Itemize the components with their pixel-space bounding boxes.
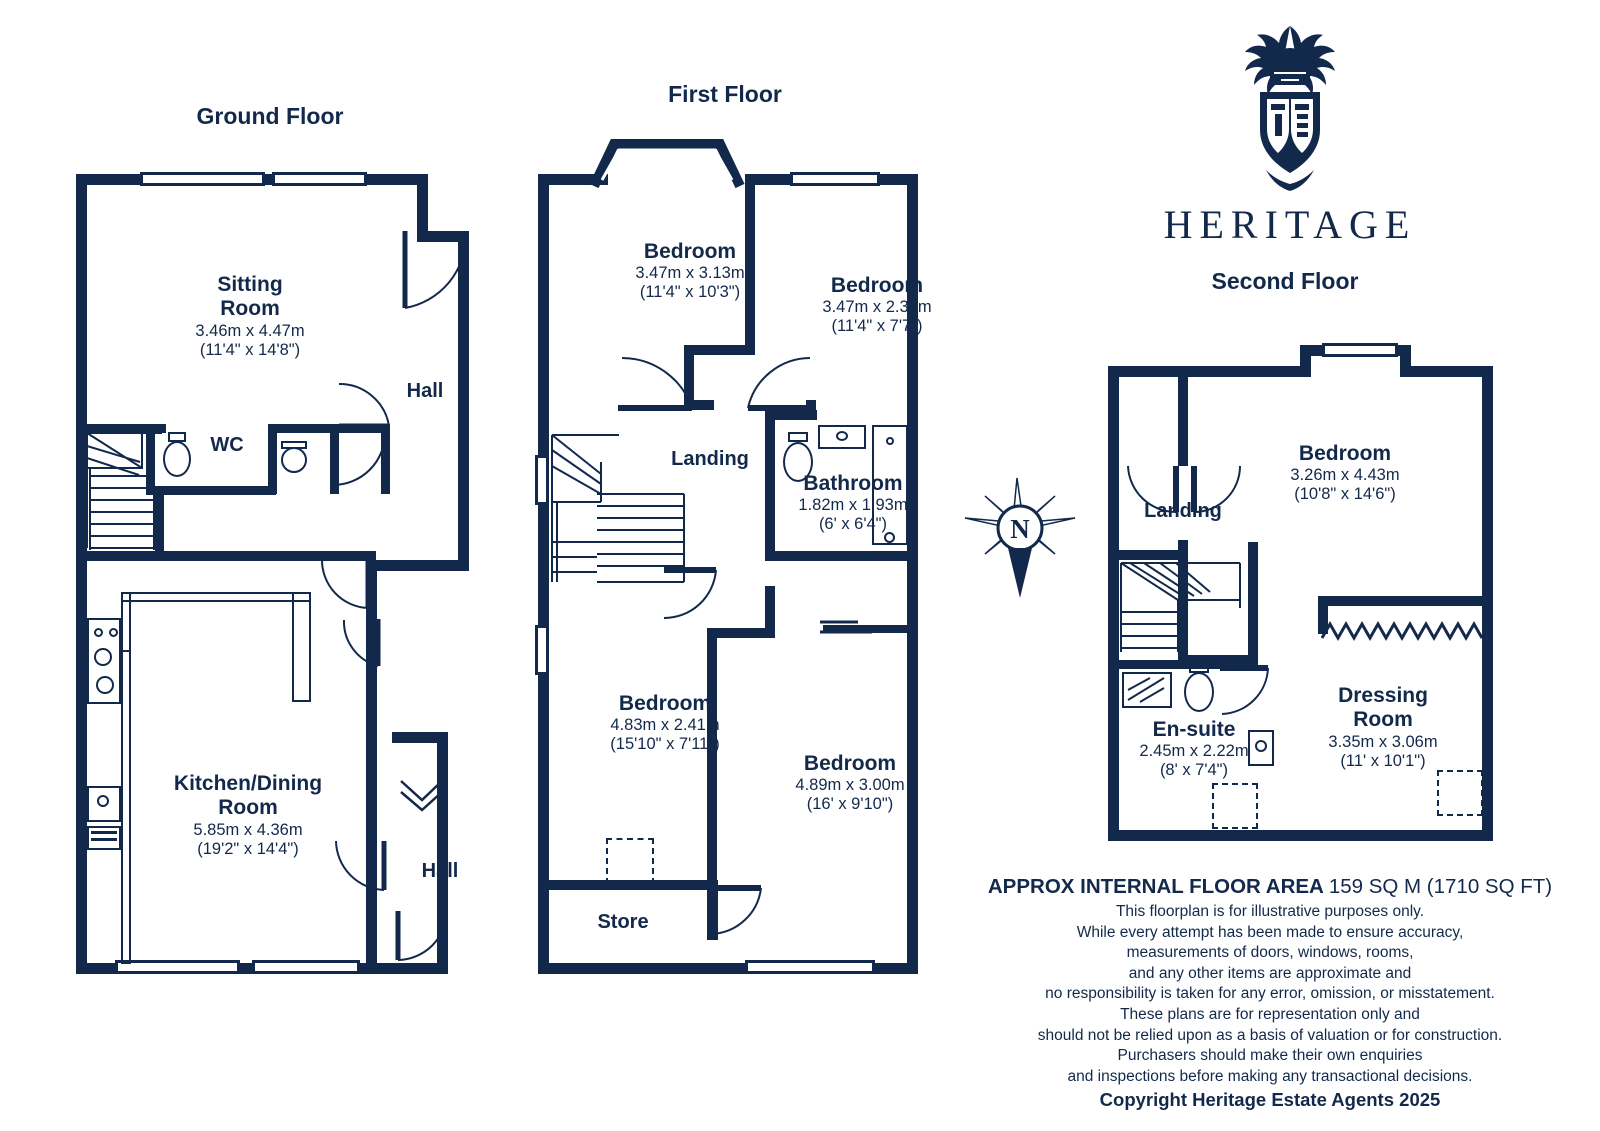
compass-rose: [955, 470, 1085, 605]
sliding-door-icon: [818, 618, 874, 638]
ground-floor-title: Ground Floor: [196, 103, 344, 129]
shower-icon: [1124, 674, 1170, 706]
second-stairs-icon: [1118, 560, 1258, 660]
room-label-dressing-room: Dressing Room 3.35m x 3.06m (11' x 10'1"): [1328, 684, 1438, 770]
room-label-landing-second: Landing: [1144, 500, 1222, 522]
floor-area-label: APPROX INTERNAL FLOOR AREA: [987, 875, 1324, 898]
door-arc: [1216, 664, 1272, 718]
door-arc: [705, 884, 767, 940]
room-label-bedroom-1: Bedroom 3.47m x 3.13m (11'4" x 10'3"): [635, 240, 745, 302]
compass-north-letter: N: [1010, 514, 1030, 544]
disclaimer-line: While every attempt has been made to ensure accuracy,: [1076, 923, 1464, 941]
room-label-bedroom-2: Bedroom 3.47m x 2.30m (11'4" x 7'7"): [822, 274, 932, 336]
door-arc: [660, 566, 722, 624]
bay-window-icon: [588, 136, 758, 192]
room-label-wc: WC: [210, 434, 244, 456]
door-arc: [330, 430, 388, 490]
floor-area-value: 159 SQ M (1710 SQ FT): [1328, 875, 1553, 898]
room-label-ensuite: En-suite 2.45m x 2.22m (8' x 7'4"): [1139, 718, 1249, 780]
door-arc: [400, 228, 472, 314]
door-arc: [614, 356, 698, 416]
door-arc: [395, 908, 451, 966]
room-label-bathroom: Bathroom 1.82m x 1.93m (6' x 6'4"): [798, 472, 908, 534]
disclaimer-line: This floorplan is for illustrative purposes only.: [1115, 903, 1425, 920]
copyright-text: Copyright Heritage Estate Agents 2025: [1099, 1089, 1441, 1111]
heraldic-crest-icon: [1230, 20, 1350, 195]
bifold-door-icon: [398, 778, 446, 814]
first-floor-title: First Floor: [668, 81, 782, 107]
room-label-kitchen-dining: Kitchen/Dining Room 5.85m x 4.36m (19'2" x 14'4"): [173, 772, 323, 858]
disclaimer-line: and inspections before making any transactional decisions.: [1067, 1067, 1473, 1085]
room-label-store: Store: [597, 911, 649, 933]
room-label-hall-ground: Hall: [406, 380, 444, 402]
room-label-hall-ground-2: Hall: [421, 860, 459, 882]
ground-stairs-icon: [82, 428, 167, 554]
disclaimer-line: measurements of doors, windows, rooms,: [1126, 944, 1414, 962]
room-label-sitting-room: Sitting Room 3.46m x 4.47m (11'4" x 14'8"): [195, 273, 305, 359]
disclaimer-text: [960, 902, 1580, 1087]
disclaimer-line: Purchasers should make their own enquiries: [1117, 1047, 1423, 1065]
room-label-landing-first: Landing: [671, 448, 749, 470]
second-floor-title: Second Floor: [1211, 268, 1359, 294]
door-arc: [744, 356, 816, 416]
room-label-bedroom-5: Bedroom 3.26m x 4.43m (10'8" x 14'6"): [1290, 442, 1400, 504]
room-label-bedroom-4: Bedroom 4.89m x 3.00m (16' x 9'10"): [795, 752, 905, 814]
floor-area-line: [960, 875, 1580, 899]
brand-name: HERITAGE: [1163, 202, 1417, 247]
brand-logo: [1120, 20, 1460, 248]
door-arc: [320, 556, 372, 616]
door-arc: [342, 616, 382, 672]
disclaimer-line: These plans are for representation only and: [1120, 1006, 1420, 1024]
disclaimer-line: and any other items are approximate and: [1128, 964, 1412, 982]
eaves-line-icon: [1320, 620, 1488, 642]
footer-block: [960, 875, 1580, 1111]
room-label-bedroom-3: Bedroom 4.83m x 2.41m (15'10" x 7'11"): [610, 692, 720, 754]
disclaimer-line: no responsibility is taken for any error, omission, or misstatement.: [1045, 985, 1495, 1003]
disclaimer-line: should not be relied upon as a basis of valuation or for construction.: [1037, 1026, 1503, 1044]
